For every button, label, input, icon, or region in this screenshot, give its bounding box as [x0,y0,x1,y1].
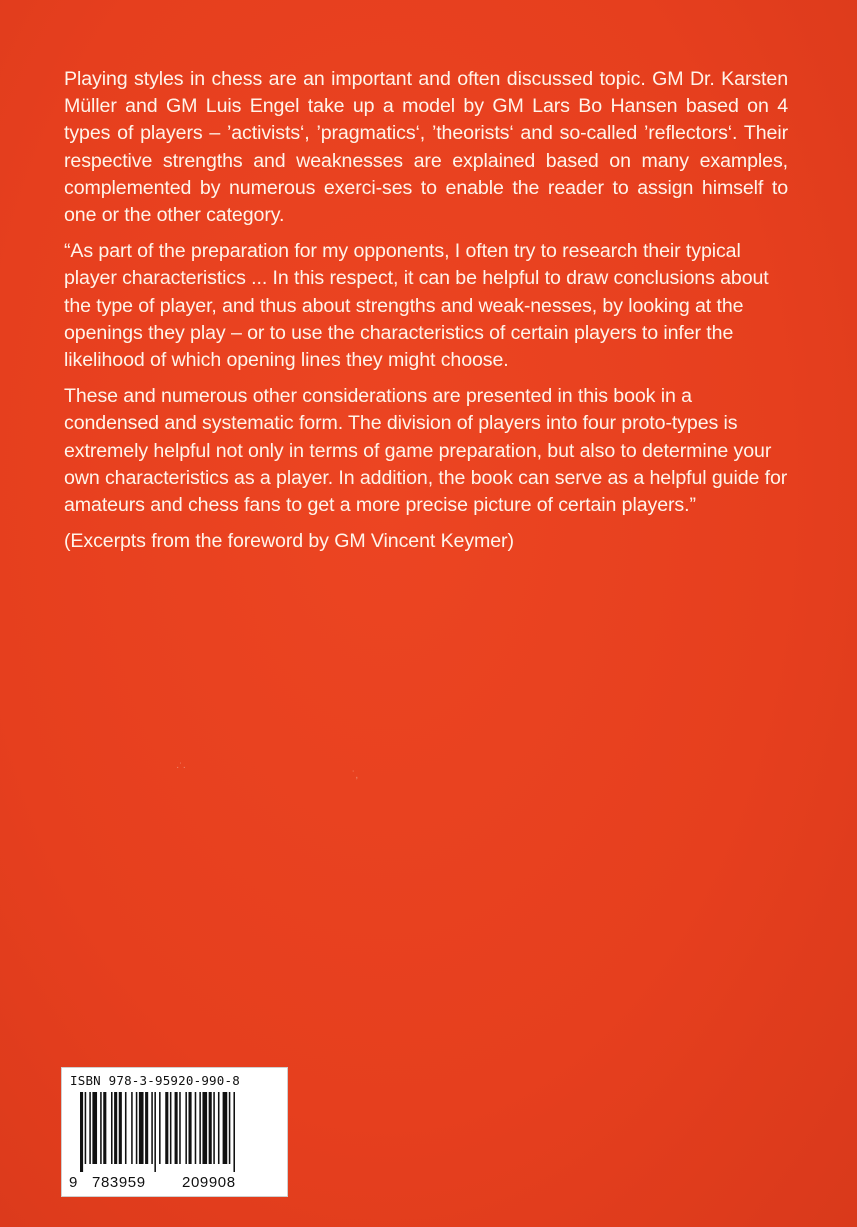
print-speck: ·˙· [176,762,186,773]
blurb-paragraph-3: These and numerous other considerations are presented in this book in a condensed and systematic form. The division of players into four proto-types is extremely helpful not only in terms of game preparation, but also to determine your own characteristics as a player. In addition, the book can serve as a helpful guide for amateurs and chess fans to get a more precise picture of certain players.” [64,385,788,517]
barcode-digits-left: 783959 [92,1174,146,1191]
barcode-digit-first: 9 [69,1174,78,1191]
blurb [64,66,788,564]
blurb-paragraph-1: Playing styles in chess are an important and often discussed topic. GM Dr. Karsten Müller and GM Luis Engel take up a model by GM Lars Bo Hansen based on 4 types of players – ’activists‘, ’pragmatics‘, ’theorists‘ and so-called ’reflectors‘. Their respective strengths and weaknesses are explained based on many examples, complemented by numerous exerci-ses to enable the reader to assign himself to one or the other category. [64,68,788,227]
barcode-digits-right: 209908 [182,1174,236,1191]
isbn-number: ISBN 978-3-95920-990-8 [70,1073,240,1088]
foreword-attribution: (Excerpts from the foreword by GM Vincent Keymer) [64,530,514,553]
isbn-barcode-label [61,1067,288,1197]
blurb-paragraph-2: “As part of the preparation for my opponents, I often try to research their typical player characteristics ... In this respect, it can be helpful to draw conclusions about the type of player, and thus about strengths and weak-nesses, by looking at the openings they play – or to use the characteristics of certain players to infer the likelihood of which opening lines they might choose. [64,240,769,372]
barcode-icon [80,1092,272,1172]
print-speck: ˙, [352,770,359,781]
